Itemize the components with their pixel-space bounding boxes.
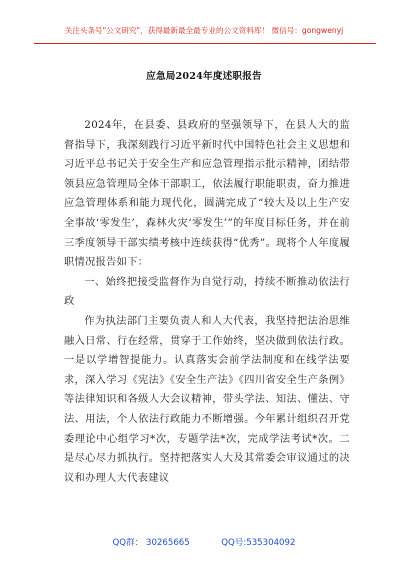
- document-body: [64, 116, 350, 488]
- paragraph-section-1: 作为执法部门主要负责人和人大代表，我坚持把法治思维融入日常、行在经常，贯穿于工作始终，坚决做到依法行政。一是以学增智提能力。认真落实会前学法制度和在线学法要求，深入学习《宪法》《安全生产法》《四川省安全生产条例》等法律知识和各级人大会议精神，带头学法、知法、懂法、守法、用法，个人依法行政能力不断增强。今年累计组织召开党委理论中心组学习*次，专题学法*次，完成学法考试*次。二是尽心尽力抓执行。坚持把落实人大及其常委会审议通过的决议和办理人大代表建议: [64, 315, 350, 484]
- footer-qq-group: QQ群： 30265665: [112, 538, 190, 548]
- header-divider: [34, 43, 376, 44]
- header-banner: 关注头条号"公文研究"，获得最新最全最专业的公文资料库！ 微信号：gongwenyj: [64, 26, 344, 35]
- section-heading-1: 一、始终把接受监督作为自觉行动，持续不断推动依法行政: [64, 276, 350, 308]
- footer-qq-number: QQ号:535304092: [221, 538, 296, 548]
- paragraph-intro: 2024年，在县委、县政府的坚强领导下，在县人大的监督指导下，我深刻践行习近平新时代中国特色社会主义思想和习近平总书记关于安全生产和应急管理指示批示精神，团结带领县应急管理局全体干部职工，依法履行职能职责，奋力推进应急管理体系和能力现代化，圆满完成了“较大及以上生产安全事故‘零发生’，森林火灾‘零发生’”的年度目标任务，并在前三季度领导干部实绩考核中连续获得“优秀”。现将个人年度履职情况报告如下：: [64, 120, 350, 269]
- footer-contact: [0, 536, 408, 548]
- document-title: 应急局2024年度述职报告: [146, 71, 262, 82]
